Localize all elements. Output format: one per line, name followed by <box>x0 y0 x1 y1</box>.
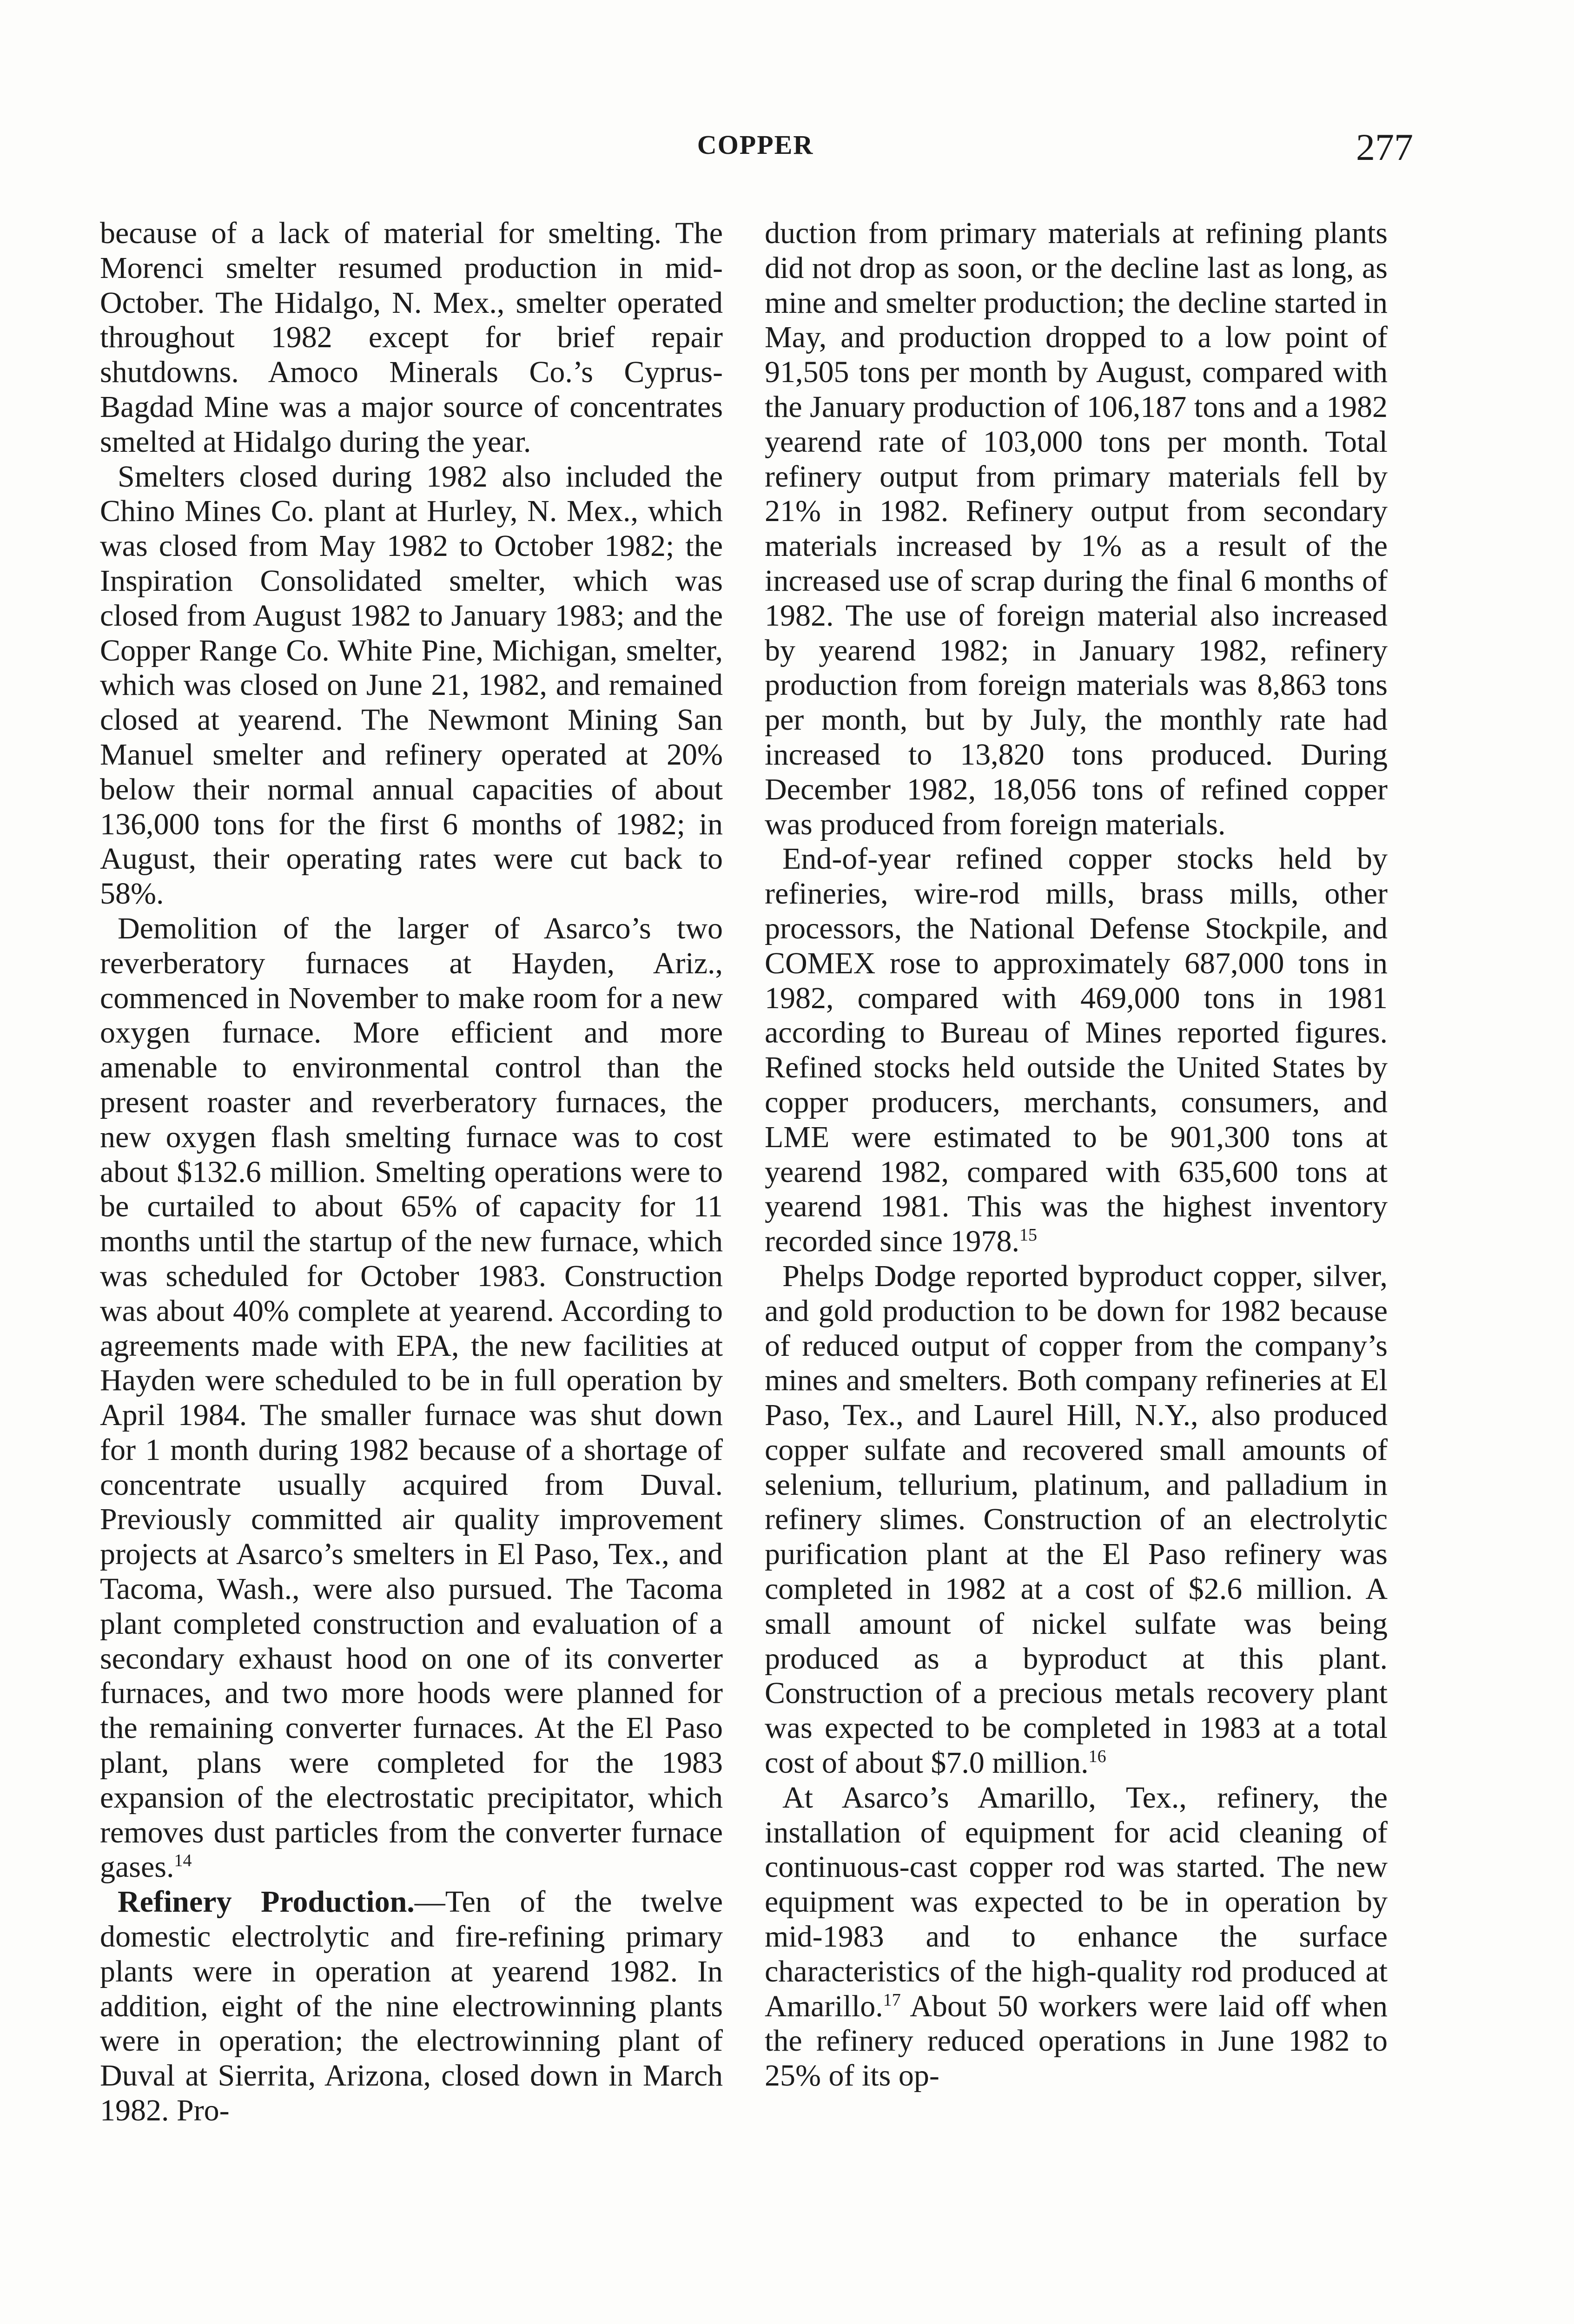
paragraph-amarillo-refinery <box>765 1781 1388 2093</box>
paragraph-text: duction from primary materials at refining plants did not drop as soon, or the decline last as long, as mine and smelter production; the decline started in May, and production dropped to a low point of 91,505 tons per month by August, compared with the January production of 106,187 tons and a 1982 yearend rate of 103,000 tons per month. Total refinery output from primary materials fell by 21% in 1982. Refinery output from secondary materials increased by 1% as a result of the increased use of scrap during the final 6 months of 1982. The use of foreign material also increased by yearend 1982; in January 1982, refinery production from foreign materials was 8,863 tons per month, but by July, the monthly rate had increased to 13,820 tons produced. During December 1982, 18,056 tons of refined copper was produced from foreign materials. <box>765 216 1388 841</box>
paragraph-text: Demolition of the larger of Asarco’s two reverberatory furnaces at Hayden, Ariz., commenced in November to make room for a new oxygen furnace. More efficient and more amenable to environmental control than the present roaster and reverberatory furnaces, the new oxygen flash smelting furnace was to cost about $132.6 million. Smelting operations were to be curtailed to about 65% of capacity for 11 months until the startup of the new furnace, which was scheduled for October 1983. Construction was about 40% complete at yearend. According to agreements made with EPA, the new facilities at Hayden were scheduled to be in full operation by April 1984. The smaller furnace was shut down for 1 month during 1982 because of a shortage of concentrate usually acquired from Duval. Previously committed air quality improvement projects at Asarco’s smelters in El Paso, Tex., and Tacoma, Wash., were also pursued. The Tacoma plant completed construction and evaluation of a secondary exhaust hood on one of its converter furnaces, and two more hoods were planned for the remaining converter furnaces. At the El Paso plant, plans were completed for the 1983 expansion of the electrostatic precipitator, which removes dust particles from the converter furnace gases. <box>100 911 723 1884</box>
running-head <box>98 125 1413 177</box>
paragraph-continued <box>765 216 1388 842</box>
footnote-marker: 14 <box>174 1851 192 1871</box>
footnote-marker: 15 <box>1019 1225 1037 1245</box>
paragraph-text: At Asarco’s Amarillo, Tex., refinery, the installation of equipment for acid cleaning of continuous-cast copper rod was started. The new equipment was expected to be in operation by mid-1983 and to enhance the surface characteristics of the high-quality rod produced at Amarillo. <box>765 1780 1388 2023</box>
paragraph-smelters-closed <box>100 460 723 911</box>
paragraph-refinery-production <box>100 1885 723 2128</box>
footnote-marker: 17 <box>883 1990 901 2010</box>
paragraph-text: About 50 workers were laid off when the refinery reduced operations in June 1982 to 25% of its op- <box>765 1989 1388 2093</box>
paragraph-text: because of a lack of material for smelting. The Morenci smelter resumed production in mid-October. The Hidalgo, N. Mex., smelter operated throughout 1982 except for brief repair shutdowns. Amoco Minerals Co.’s Cyprus-Bagdad Mine was a major source of concentrates smelted at Hidalgo during the year. <box>100 216 723 459</box>
paragraph-text: —Ten of the twelve domestic electrolytic and fire-refining primary plants were in operation at yearend 1982. In addition, eight of the nine electrowinning plants were in operation; the electrowinning plant of Duval at Sierrita, Arizona, closed down in March 1982. Pro- <box>100 1885 723 2128</box>
paragraph-continued <box>100 216 723 460</box>
paragraph-text: Phelps Dodge reported byproduct copper, silver, and gold production to be down for 1982 because of reduced output of copper from the company’s mines and smelters. Both company refineries at El Paso, Tex., and Laurel Hill, N.Y., also produced copper sulfate and recovered small amounts of selenium, tellurium, platinum, and palladium in refinery slimes. Construction of an electrolytic purification plant at the El Paso refinery was completed in 1982 at a cost of $2.6 million. A small amount of nickel sulfate was being produced as a byproduct at this plant. Construction of a precious metals recovery plant was expected to be completed in 1983 at a total cost of about $7.0 million. <box>765 1259 1388 1780</box>
paragraph-hayden-demolition <box>100 911 723 1885</box>
footnote-marker: 16 <box>1088 1747 1106 1767</box>
left-column <box>100 216 723 2128</box>
section-run-in-heading: Refinery Production. <box>118 1885 415 1919</box>
paragraph-text: End-of-year refined copper stocks held by refineries, wire-rod mills, brass mills, other processors, the National Defense Stockpile, and COMEX rose to approximately 687,000 tons in 1982, compared with 469,000 tons in 1981 according to Bureau of Mines reported figures. Refined stocks held outside the United States by copper producers, merchants, consumers, and LME were estimated to be 901,300 tons at yearend 1982, compared with 635,600 tons at yearend 1981. This was the highest inventory recorded since 1978. <box>765 842 1388 1259</box>
running-title: COPPER <box>697 130 814 160</box>
right-column <box>765 216 1388 2093</box>
paragraph-refined-stocks <box>765 842 1388 1259</box>
page-number: 277 <box>1356 126 1413 168</box>
paragraph-text: Smelters closed during 1982 also included the Chino Mines Co. plant at Hurley, N. Mex., which was closed from May 1982 to October 1982; the Inspiration Consolidated smelter, which was closed from August 1982 to January 1983; and the Copper Range Co. White Pine, Michigan, smelter, which was closed on June 21, 1982, and remained closed at yearend. The Newmont Mining San Manuel smelter and refinery operated at 20% below their normal annual capacities of about 136,000 tons for the first 6 months of 1982; in August, their operating rates were cut back to 58%. <box>100 459 723 911</box>
paragraph-phelps-dodge <box>765 1259 1388 1781</box>
